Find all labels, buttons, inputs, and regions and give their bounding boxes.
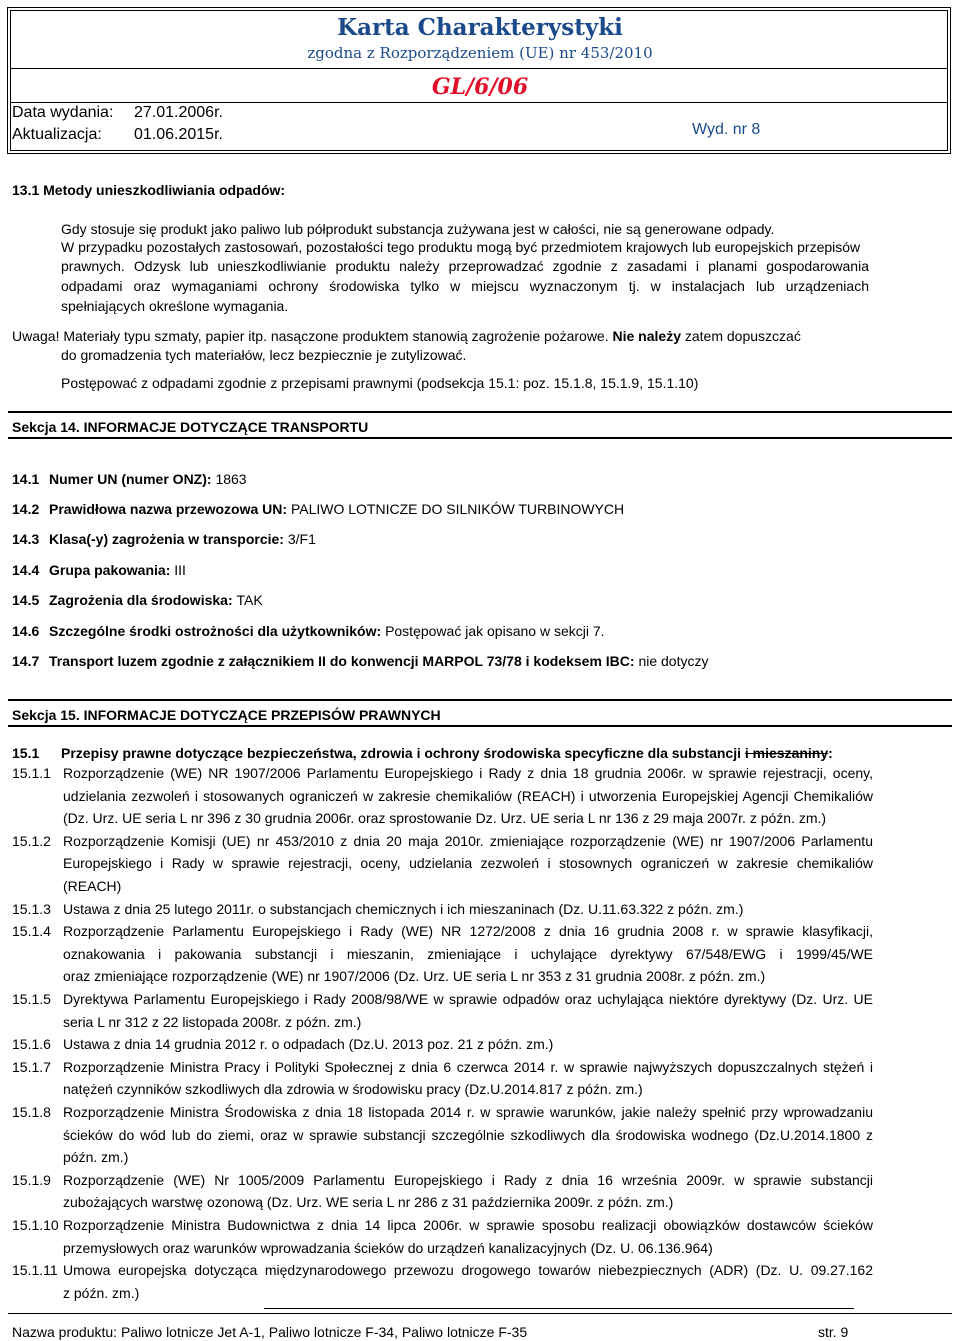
regulation-text-line: Umowa europejska dotycząca międzynarodowego przewozu drogowego towarów niebezpiecznych (ADR) (Dz. U. 09.27.162 — [63, 1262, 873, 1279]
regulation-text-line: (REACH) — [63, 878, 122, 894]
regulation-text-line: Rozporządzenie Ministra Pracy i Polityki Społecznej z dnia 6 czerwca 2014 r. w sprawie najwyższych dopuszczalnych stężeń i — [63, 1058, 873, 1075]
document-subtitle: zgodna z Rozporządzeniem (UE) nr 453/2010 — [307, 44, 653, 62]
regulation-text-line: oznakowania i pakowania substancji i mieszanin, zmieniające i uchylające dyrektywy 67/548/EWG i 1999/45/WE — [63, 945, 873, 962]
edition-number: Wyd. nr 8 — [692, 121, 761, 138]
regulation-text-line: Rozporządzenie (WE) Nr 1005/2009 Parlamentu Europejskiego i Rady z dnia 16 września 2009r. w sprawie substancji — [63, 1171, 873, 1188]
regulation-number: 15.1.10 — [12, 1217, 59, 1233]
regulation-number: 15.1.11 — [12, 1262, 58, 1279]
update-date: 01.06.2015r. — [134, 126, 223, 143]
warning-emphasis: Nie należy — [612, 328, 681, 344]
regulations-heading: 15.1 Przepisy prawne dotyczące bezpieczeństwa, zdrowia i ochrony środowiska specyficzne dla substancji i mieszaniny: — [12, 745, 833, 761]
regulation-text-line: Rozporządzenie (WE) NR 1907/2006 Parlamentu Europejskiego i Rady z dnia 18 grudnia 2006r. w sprawie rejestracji, oceny, — [63, 765, 873, 781]
transport-item: 14.2 Prawidłowa nazwa przewozowa UN: PALIWO LOTNICZE DO SILNIKÓW TURBINOWYCH — [12, 501, 625, 517]
regulation-text-line: przemysłowych oraz warunków wprowadzania ścieków do urządzeń kanalizacyjnych (Dz. U. 06.136.964) — [63, 1239, 713, 1256]
s13-paragraph-line: spełniających określone wymagania. — [61, 298, 289, 314]
regulation-number: 15.1.1 — [12, 765, 51, 781]
s13-warning-line — [12, 327, 801, 345]
regulation-text-line: Europejskiego i Rady w sprawie rejestracji, oceny, udzielania zezwoleń i stosownych ograniczeń w zakresie chemikaliów — [63, 855, 873, 872]
regulation-number: 15.1.4 — [12, 923, 51, 940]
warning-text-end: zatem dopuszczać — [680, 328, 801, 344]
transport-item: 14.3 Klasa(-y) zagrożenia w transporcie: 3/F1 — [12, 531, 316, 547]
section-14-heading: Sekcja 14. INFORMACJE DOTYCZĄCE TRANSPORTU — [12, 419, 369, 435]
s13-paragraph-line: Gdy stosuje się produkt jako paliwo lub półprodukt substancja zużywana jest w całości, nie są generowane odpady. — [61, 221, 775, 237]
regulation-text-line: (Dz. Urz. UE seria L nr 396 z 30 grudnia 2006r. oraz sprostowanie Dz. Urz. UE seria L nr 136 z 29 maja 2007r. z późn. zm.) — [63, 810, 827, 827]
regulation-text-line: zubożających warstwę ozonową (Dz. Urz. WE seria L nr 286 z 31 października 2009r. z późn. zm.) — [63, 1194, 674, 1211]
regulation-text-line: natężeń czynników szkodliwych dla zdrowia w środowisku pracy (Dz.U.2014.817 z późn. zm.) — [63, 1081, 643, 1098]
regulation-number: 15.1.9 — [12, 1171, 51, 1188]
s13-procedure: Postępować z odpadami zgodnie z przepisami prawnymi (podsekcja 15.1: poz. 15.1.8, 15.1.9, 15.1.10) — [61, 375, 699, 391]
s13-warning-line-2: do gromadzenia tych materiałów, lecz bezpiecznie je zutylizować. — [61, 347, 467, 363]
warning-text: Uwaga! Materiały typu szmaty, papier itp. nasączone produktem stanowią zagrożenie pożarowe. — [12, 328, 613, 344]
issue-date-label: Data wydania: — [12, 104, 114, 121]
transport-item: 14.5 Zagrożenia dla środowiska: TAK — [12, 592, 263, 608]
issue-date: 27.01.2006r. — [134, 104, 223, 121]
document-code: GL/6/06 — [431, 74, 529, 100]
footer-page-number: str. 9 — [818, 1324, 849, 1340]
regulation-number: 15.1.3 — [12, 900, 51, 917]
document-title: Karta Charakterystyki — [337, 14, 623, 41]
s13-paragraph-line: odpadami oraz wymaganiami ochrony środowiska tylko w miejscu wyznaczonym tj. w instalacjach lub urządzeniach — [61, 278, 869, 294]
regulation-text-line: Rozporządzenie Ministra Budownictwa z dnia 14 lipca 2006r. w sprawie sposobu realizacji obowiązków dostawców ścieków — [63, 1217, 873, 1233]
footer-rule — [8, 1313, 952, 1314]
regulation-number: 15.1.5 — [12, 991, 51, 1007]
regulation-text-line: Rozporządzenie Parlamentu Europejskiego i Rady (WE) NR 1272/2008 z dnia 16 grudnia 2008 r. w sprawie klasyfikacji, — [63, 923, 873, 940]
regulation-number: 15.1.6 — [12, 1036, 51, 1053]
regulation-text-line: Rozporządzenie Ministra Środowiska z dnia 18 listopada 2014 r. w sprawie warunków, jakie należy spełnić przy wprowadzaniu — [63, 1104, 873, 1120]
footer-product-name: Nazwa produktu: Paliwo lotnicze Jet A-1, Paliwo lotnicze F-34, Paliwo lotnicze F-35 — [12, 1324, 528, 1340]
header-divider — [10, 68, 948, 69]
s13-paragraph-line: prawnych. Odzysk lub unieszkodliwianie produktu należy przeprowadzać zgodnie z zasadami i planami gospodarowania — [61, 258, 869, 274]
regulation-text-line: ścieków do wód lub do ziemi, oraz w sprawie substancji szczególnie szkodliwych dla środowiska wodnego (Dz.U.2014.1800 z — [63, 1126, 873, 1143]
s13-paragraph-line: W przypadku pozostałych zastosowań, pozostałości tego produktu mogą być przedmiotem krajowych lub europejskich przepisów — [61, 239, 861, 255]
update-date-label: Aktualizacja: — [12, 126, 102, 143]
regulation-number: 15.1.7 — [12, 1058, 51, 1075]
regulation-text-line: z późn. zm.) — [63, 1284, 140, 1301]
transport-item: 14.6 Szczególne środki ostrożności dla użytkowników: Postępować jak opisano w sekcji 7. — [12, 623, 605, 639]
regulation-text-line: udzielania zezwoleń i stosowanych ograniczeń w zakresie chemikaliów (REACH) i utworzenia Europejskiej Agencji Chemikaliów — [63, 787, 873, 804]
section-13-1-heading: 13.1 Metody unieszkodliwiania odpadów: — [12, 182, 286, 198]
header-divider-2 — [10, 102, 948, 103]
regulation-text-line: późn. zm.) — [63, 1149, 129, 1166]
transport-item: 14.4 Grupa pakowania: III — [12, 562, 186, 578]
section-15-heading: Sekcja 15. INFORMACJE DOTYCZĄCE PRZEPISÓW PRAWNYCH — [12, 707, 441, 723]
regulation-text-line: oraz zmieniające rozporządzenie (WE) nr 1907/2006 (Dz. Urz. UE seria L nr 353 z 31 grudnia 2008r. z późn. zm.) — [63, 968, 766, 985]
regulation-text-line: Ustawa z dnia 14 grudnia 2012 r. o odpadach (Dz.U. 2013 poz. 21 z późn. zm.) — [63, 1036, 554, 1053]
regulation-text-line: Dyrektywa Parlamentu Europejskiego i Rady 2008/98/WE w sprawie odpadów oraz uchylająca niektóre dyrektywy (Dz. Urz. UE — [63, 991, 873, 1007]
regulation-number: 15.1.8 — [12, 1104, 51, 1120]
transport-item: 14.1 Numer UN (numer ONZ): 1863 — [12, 471, 247, 487]
regulation-text-line: Ustawa z dnia 25 lutego 2011r. o substancjach chemicznych i ich mieszaninach (Dz. U.11.63.322 z późn. zm.) — [63, 900, 744, 917]
regulation-text-line: seria L nr 312 z 22 listopada 2008r. z późn. zm.) — [63, 1013, 362, 1030]
regulation-number: 15.1.2 — [12, 832, 51, 849]
regulation-text-line: Rozporządzenie Komisji (UE) nr 453/2010 z dnia 20 maja 2010r. zmieniające rozporządzenie (WE) nr 1907/2006 Parlamentu — [63, 832, 873, 849]
transport-item: 14.7 Transport luzem zgodnie z załącznikiem II do konwencji MARPOL 73/78 i kodeksem IBC: nie dotyczy — [12, 653, 709, 669]
